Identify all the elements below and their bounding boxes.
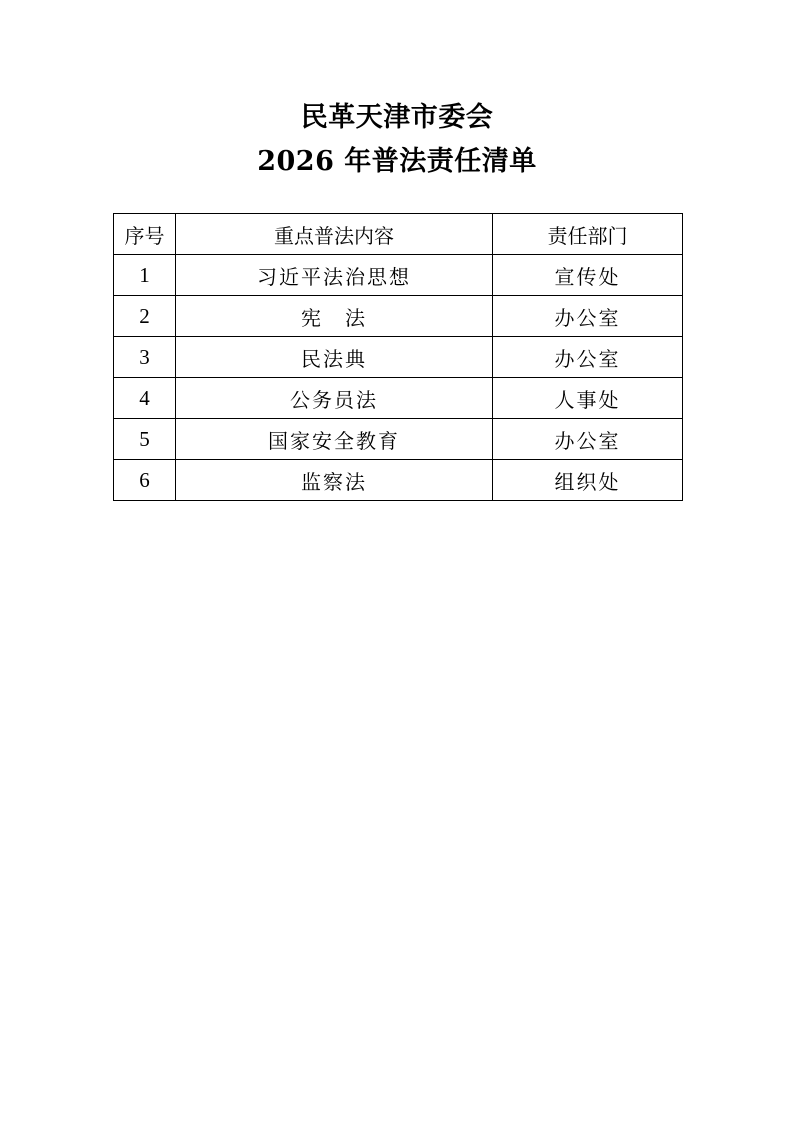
table-row (114, 337, 683, 378)
table-row (114, 460, 683, 501)
row-content: 公务员法 (176, 378, 493, 419)
header-serial-number: 序号 (114, 214, 176, 255)
table-row (114, 378, 683, 419)
row-department: 办公室 (493, 337, 683, 378)
row-content: 监察法 (176, 460, 493, 501)
row-serial-number: 3 (114, 337, 176, 378)
row-department: 办公室 (493, 419, 683, 460)
table-row (114, 296, 683, 337)
header-responsible-department: 责任部门 (493, 214, 683, 255)
row-serial-number: 5 (114, 419, 176, 460)
title-line-list-name: 2026 年普法责任清单 (257, 146, 537, 177)
row-serial-number: 2 (114, 296, 176, 337)
row-serial-number: 1 (114, 255, 176, 296)
table-header-row (114, 214, 683, 255)
row-content: 国家安全教育 (176, 419, 493, 460)
row-serial-number: 6 (114, 460, 176, 501)
row-department: 人事处 (493, 378, 683, 419)
row-department: 组织处 (493, 460, 683, 501)
header-key-content: 重点普法内容 (176, 214, 493, 255)
row-content: 宪 法 (176, 296, 493, 337)
title-line-organization: 民革天津市委会 (300, 102, 494, 133)
table-row (114, 419, 683, 460)
row-department: 办公室 (493, 296, 683, 337)
row-serial-number: 4 (114, 378, 176, 419)
responsibility-table (113, 213, 683, 501)
document-title (0, 96, 794, 184)
table-row (114, 255, 683, 296)
row-content: 习近平法治思想 (176, 255, 493, 296)
row-content: 民法典 (176, 337, 493, 378)
row-department: 宣传处 (493, 255, 683, 296)
